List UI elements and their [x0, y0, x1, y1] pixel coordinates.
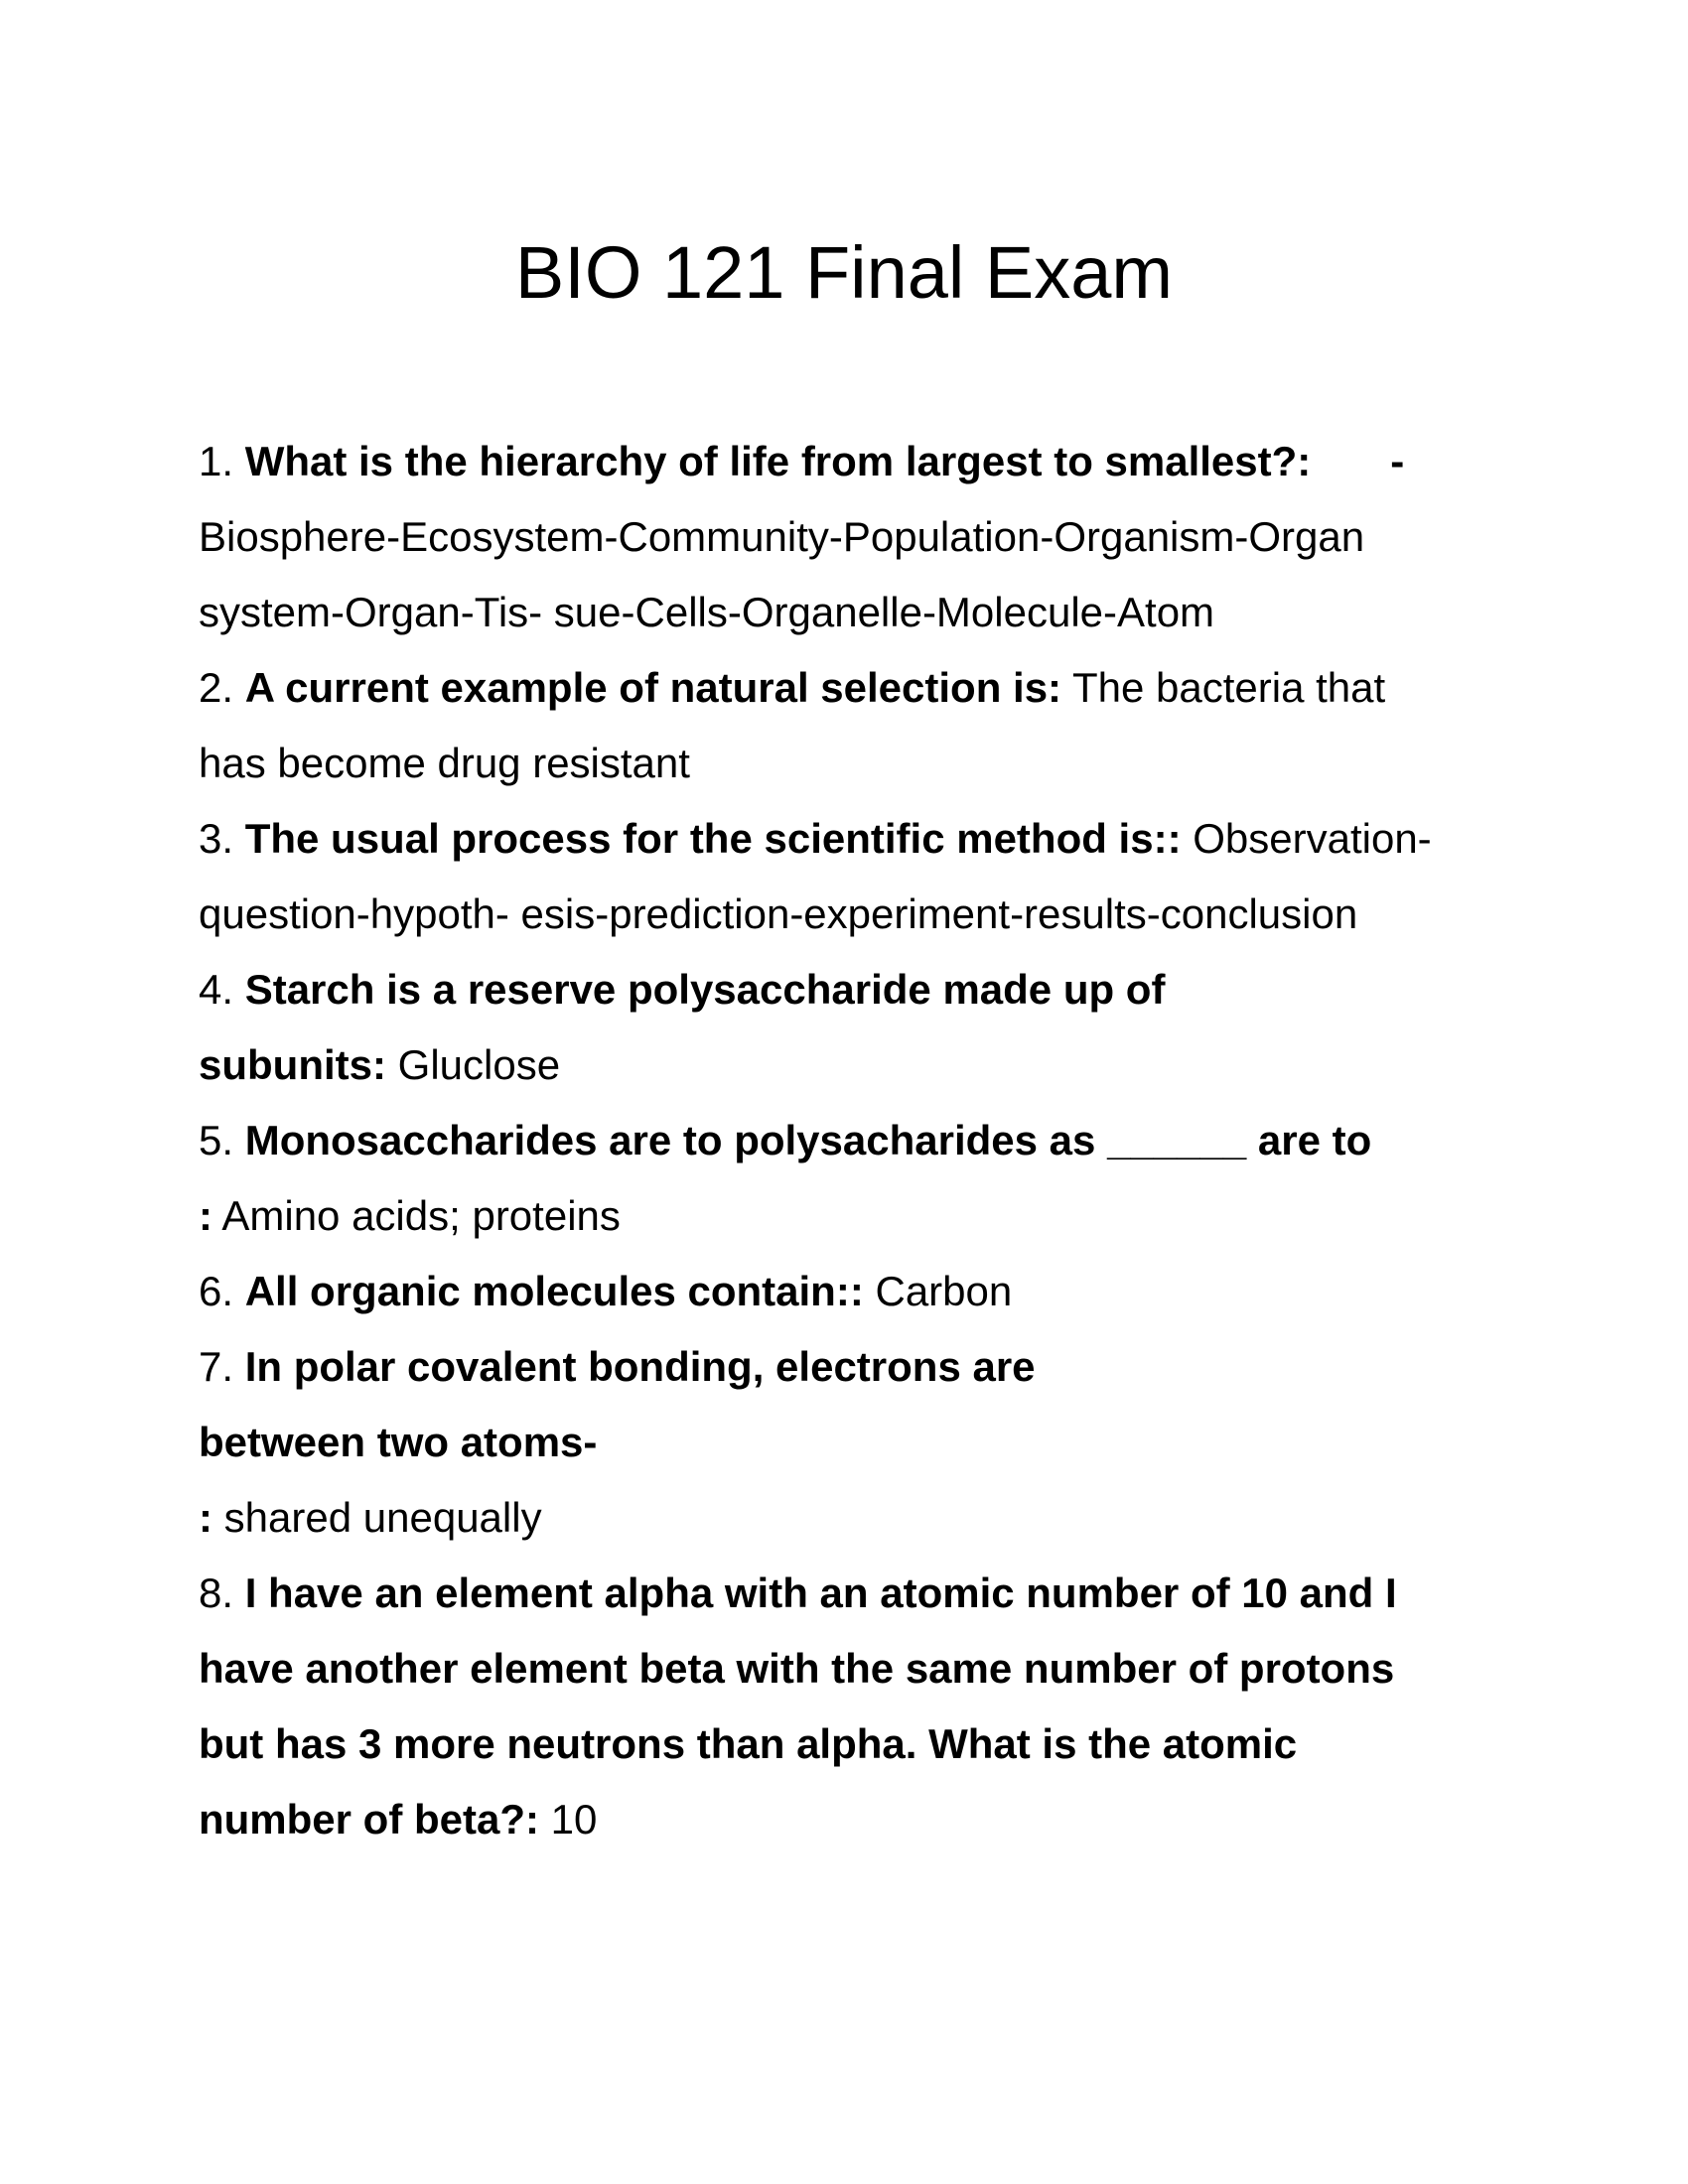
question-4-answer: Gluclose [397, 1041, 561, 1088]
question-8-text-part-4: number of beta?: [199, 1796, 539, 1843]
question-4-line-1 [199, 952, 1519, 1027]
question-5-colon: : [199, 1192, 212, 1239]
question-1-number: 1. [199, 438, 234, 484]
question-1-answer-part-2: system-Organ-Tis- sue-Cells-Organelle-Molecule-Atom [199, 589, 1215, 635]
question-5-line-1 [199, 1103, 1519, 1178]
question-1-line-1 [199, 424, 1519, 499]
question-3-text: The usual process for the scientific method is:: [244, 815, 1182, 862]
question-3-answer-part-1: Observation- [1193, 815, 1432, 862]
question-1-line-2 [199, 499, 1519, 575]
question-8-answer: 10 [550, 1796, 598, 1843]
question-8-line-4 [199, 1782, 1519, 1857]
question-6-answer: Carbon [875, 1268, 1013, 1314]
question-1-line-3 [199, 575, 1519, 650]
question-5-line-2 [199, 1178, 1519, 1254]
question-4-line-2 [199, 1027, 1519, 1103]
question-4-text-part-1: Starch is a reserve polysaccharide made up of [244, 966, 1166, 1013]
page-title: BIO 121 Final Exam [514, 231, 1174, 314]
question-3-number: 3. [199, 815, 234, 862]
question-8-text-part-2: have another element beta with the same number of protons [199, 1645, 1395, 1692]
question-8-text-part-3: but has 3 more neutrons than alpha. What is the atomic [199, 1720, 1298, 1767]
question-3-line-1 [199, 801, 1519, 877]
question-2-answer-part-1: The bacteria that [1071, 664, 1386, 711]
question-7-number: 7. [199, 1343, 234, 1390]
question-7-line-2 [199, 1405, 1519, 1480]
question-8-line-3 [199, 1706, 1519, 1782]
question-3-line-2 [199, 877, 1519, 952]
question-5-text: Monosaccharides are to polysacharides as ______ are to [244, 1117, 1372, 1163]
question-3-answer-part-2: question-hypoth- esis-prediction-experiment-results-conclusion [199, 890, 1358, 937]
question-2-number: 2. [199, 664, 234, 711]
question-5-answer: Amino acids; proteins [221, 1192, 621, 1239]
question-4-text-part-2: subunits: [199, 1041, 386, 1088]
question-7-colon: : [199, 1494, 212, 1541]
question-6-text: All organic molecules contain:: [244, 1268, 864, 1314]
question-list [199, 424, 1519, 1857]
question-8-text-part-1: I have an element alpha with an atomic number of 10 and I [244, 1570, 1397, 1616]
question-1-answer-part-1: Biosphere-Ecosystem-Community-Population-Organism-Organ [199, 513, 1365, 560]
question-4-number: 4. [199, 966, 234, 1013]
question-6-number: 6. [199, 1268, 234, 1314]
question-2-line-2 [199, 726, 1519, 801]
question-2-line-1 [199, 650, 1519, 726]
question-1-dash: - [1390, 438, 1405, 484]
question-2-answer-part-2: has become drug resistant [199, 740, 690, 786]
question-7-answer: shared unequally [223, 1494, 542, 1541]
question-8-number: 8. [199, 1570, 234, 1616]
question-5-number: 5. [199, 1117, 234, 1163]
question-7-line-1 [199, 1329, 1519, 1405]
question-7-text-part-2: between two atoms- [199, 1419, 598, 1465]
question-2-text: A current example of natural selection is: [244, 664, 1062, 711]
question-7-line-3 [199, 1480, 1519, 1556]
question-8-line-1 [199, 1556, 1519, 1631]
question-6-line-1 [199, 1254, 1519, 1329]
question-1-text: What is the hierarchy of life from largest to smallest?: [244, 438, 1312, 484]
question-7-text-part-1: In polar covalent bonding, electrons are [244, 1343, 1036, 1390]
question-8-line-2 [199, 1631, 1519, 1706]
